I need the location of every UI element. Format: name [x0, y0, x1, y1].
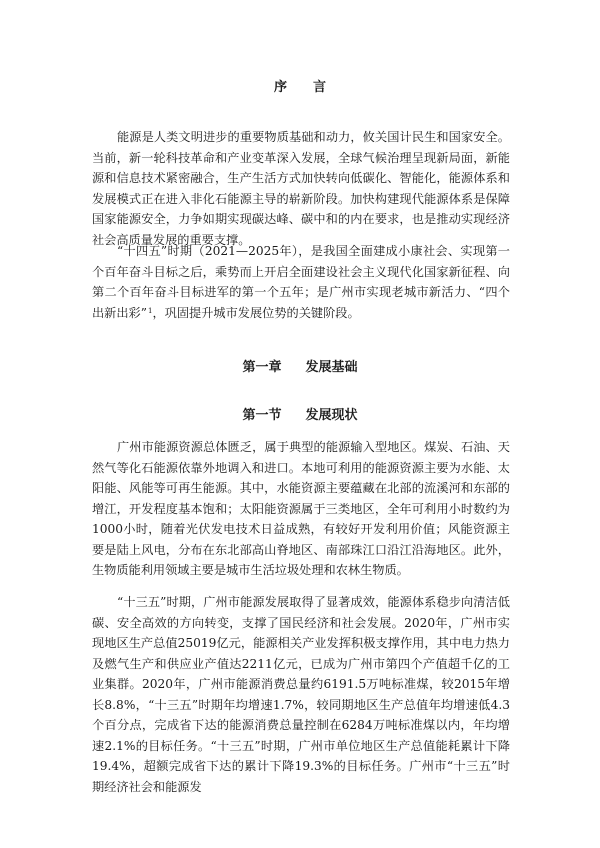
body-paragraph-1: 广州市能源资源总体匮乏，属于典型的能源输入型地区。煤炭、石油、天然气等化石能源依靠外地调入和进口。本地可利用的能源资源主要为水能、太阳能、风能等可再生能源。其中，水能资源主要蕴藏在北部的流溪河和东部的增江，开发程度基本饱和；太阳能资源属于三类地区，全年可利用小时数约为1000小时，随着光伏发电技术日益成熟，有较好开发利用价值；风能资源主要是陆上风电，分布在东北部高山脊地区、南部珠江口沿江沿海地区。此外，生物质能利用领域主要是城市生活垃圾处理和农林生物质。 [92, 440, 510, 577]
preface-paragraph-2 [92, 241, 510, 323]
body-paragraph-2: “十三五”时期，广州市能源发展取得了显著成效，能源体系稳步向清洁低碳、安全高效的方向转变，支撑了国民经济和社会发展。2020年，广州市实现地区生产总值25019亿元，能源相关产业发挥积极支撑作用，其中电力热力及燃气生产和供应业产值达2211亿元，已成为广州市第四个产值超千亿的工业集群。2020年，广州市能源消费总量约6191.5万吨标准煤，较2015年增长8.8%，“十三五”时期年均增速1.7%，较同期地区生产总值年均增速低4.3个百分点，完成省下达的能源消费总量控制在6284万吨标准煤以内，年均增速2.1%的目标任务。“十三五”时期，广州市单位地区生产总值能耗累计下降19.4%，超额完成省下达的累计下降19.3%的目标任务。广州市“十三五”时期经济社会和能源发 [92, 595, 510, 794]
chapter-number: 第一章 [242, 360, 282, 375]
preface-title: 序言 [273, 80, 352, 95]
preface-paragraph-2-text: “十四五”时期（2021—2025年），是我国全面建成小康社会、实现第一个百年奋斗目标之后，乘势而上开启全面建设社会主义现代化国家新征程、向第二个百年奋斗目标进军的第一个五年；是广州市实现老城市新活力、“四个出新出彩” [92, 244, 510, 320]
section-heading [0, 404, 600, 423]
preface-paragraph-1: 能源是人类文明进步的重要物质基础和动力，攸关国计民生和国家安全。当前，新一轮科技革命和产业变革深入发展，全球气候治理呈现新局面，新能源和信息技术紧密融合，生产生活方式加快转向低碳化、智能化，能源体系和发展模式正在进入非化石能源主导的崭新阶段。加快构建现代能源体系是保障国家能源安全，力争如期实现碳达峰、碳中和的内在要求，也是推动实现经济社会高质量发展的重要支撑。 [92, 130, 510, 247]
chapter-heading [0, 356, 600, 375]
preface-paragraph-2-tail: ，巩固提升城市发展位势的关键阶段。 [152, 305, 360, 320]
section-title: 发展现状 [305, 408, 358, 423]
section-number: 第一节 [242, 408, 282, 423]
footnote-marker[interactable]: 1 [147, 306, 153, 315]
chapter-title: 发展基础 [305, 360, 358, 375]
